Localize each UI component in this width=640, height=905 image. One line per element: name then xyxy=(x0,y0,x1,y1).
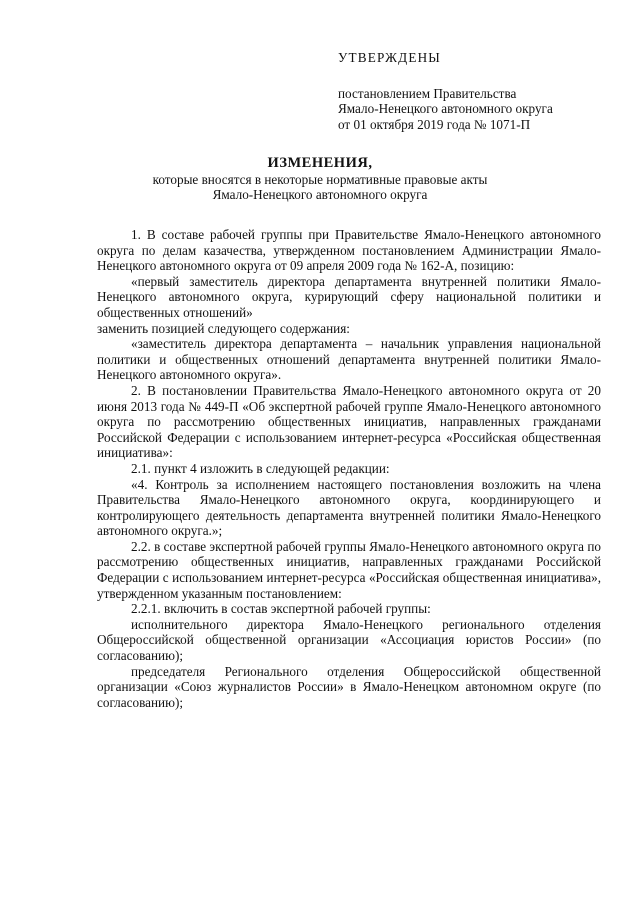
paragraph-9: 2.2.1. включить в состав экспертной рабочей группы: xyxy=(131,601,431,617)
paragraph-4: «заместитель директора департамента – начальник управления национальной политики и общественных отношений департамента внутренней политики Ямало-Ненецкого автономного округа». xyxy=(97,336,601,383)
approval-word: УТВЕРЖДЕНЫ xyxy=(338,50,442,65)
document-subtitle-1: которые вносятся в некоторые нормативные правовые акты xyxy=(152,171,488,187)
paragraph-11: председателя Регионального отделения Общероссийской общественной организации «Союз журналистов России» в Ямало-Ненецком автономном округе (по согласованию); xyxy=(97,663,601,710)
paragraph-2: «первый заместитель директора департамента внутренней политики Ямало-Ненецкого автономного округа, курирующий сферу национальной политики и общественных отношений» xyxy=(97,273,601,320)
paragraph-1: 1. В составе рабочей группы при Правительстве Ямало-Ненецкого автономного округа по делам казачества, утвержденном постановлением Администрации Ямало-Ненецкого автономного округа от 09 апреля 2009 года № 162-А, позицию: xyxy=(97,227,601,274)
paragraph-3: заменить позицией следующего содержания: xyxy=(97,320,350,336)
document-heading xyxy=(100,156,540,203)
paragraph-8: 2.2. в составе экспертной рабочей группы Ямало-Ненецкого автономного округа по рассмотрению общественных инициатив, направленных гражданами Российской Федерации с использованием интернет-ресурса «Российская общественная инициатива», утвержденном указанным постановлением: xyxy=(97,538,601,601)
approval-line-2: Ямало-Ненецкого автономного округа xyxy=(338,101,553,117)
paragraph-6: 2.1. пункт 4 изложить в следующей редакции: xyxy=(131,460,390,476)
approval-line-1: постановлением Правительства xyxy=(338,85,517,101)
document-subtitle-2: Ямало-Ненецкого автономного округа xyxy=(212,187,428,203)
document-title: ИЗМЕНЕНИЯ, xyxy=(267,155,373,171)
paragraph-7: «4. Контроль за исполнением настоящего постановления возложить на члена Правительства Ямало-Ненецкого автономного округа, координирующего и контролирующего деятельность департамента внутренней политики Ямало-Ненецкого автономного округа.»; xyxy=(97,476,601,539)
approval-block xyxy=(338,50,628,132)
document-body xyxy=(97,227,601,710)
paragraph-5: 2. В постановлении Правительства Ямало-Ненецкого автономного округа от 20 июня 2013 года № 449-П «Об экспертной рабочей группе Ямало-Ненецкого автономного округа по рассмотрению общественных инициатив, направленных гражданами Российской Федерации с использованием интернет-ресурса «Российская общественная инициатива»: xyxy=(97,382,601,461)
approval-line-3: от 01 октября 2019 года № 1071-П xyxy=(338,116,531,132)
paragraph-10: исполнительного директора Ямало-Ненецкого регионального отделения Общероссийской общественной организации «Ассоциация юристов России» (по согласованию); xyxy=(97,616,601,664)
